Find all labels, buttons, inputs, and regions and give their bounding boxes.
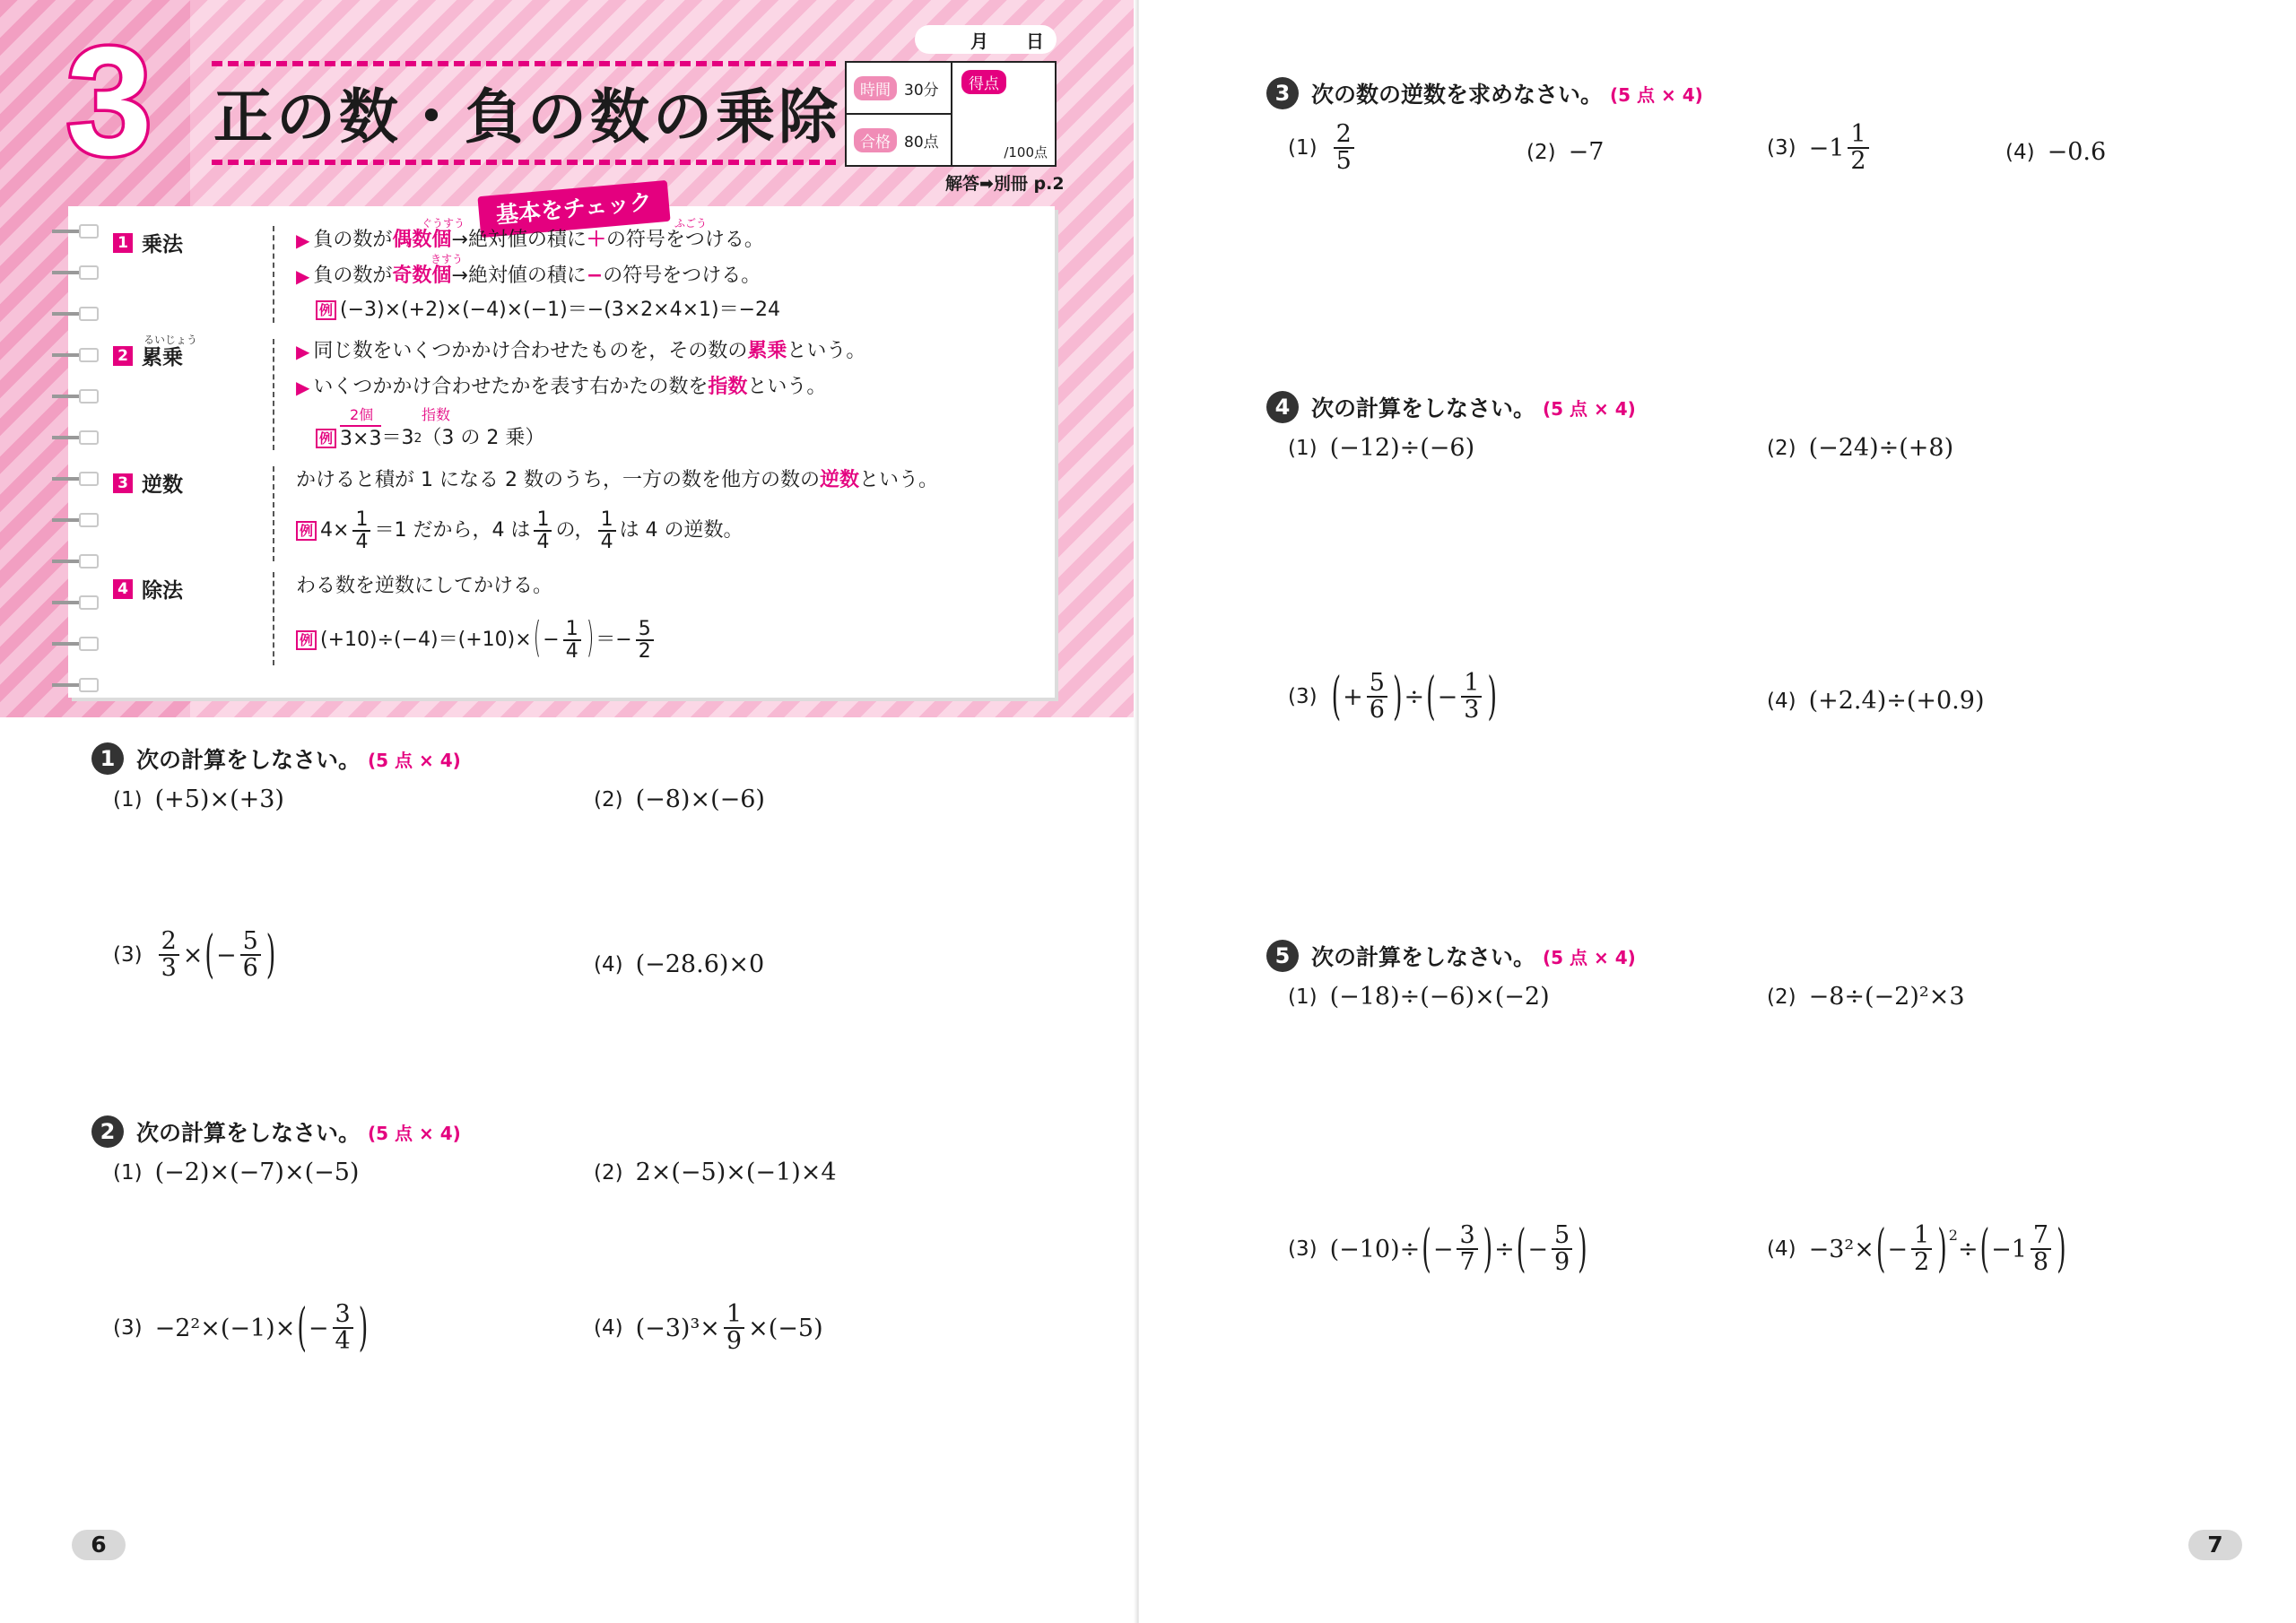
fraction: 1 4: [534, 509, 552, 552]
section-reciprocal: 3 逆数: [113, 468, 183, 498]
score-field[interactable]: 得点 /100点: [952, 63, 1055, 165]
triangle-icon: ▶: [296, 341, 310, 362]
fraction: $\frac{5}{2}$: [636, 619, 654, 662]
problem-5-2: (2) −8÷(−2)²×3: [1767, 983, 1965, 1011]
problem-4-3: (3) ( + $\frac{5}{6}$ ) ÷ ( − $\frac{1}{3}$ ): [1288, 667, 1498, 726]
divider: [273, 226, 274, 323]
fraction: $\frac{1}{4}$: [563, 619, 581, 662]
rule-even: ▶ 負の数が 偶数個 →絶対値の積に ＋ の符号をつける。: [296, 229, 764, 251]
question-5-header: 5 次の計算をしなさい。 (5 点 × 4): [1266, 940, 1636, 972]
problem-1-3: (3) $\frac{2}{3}$ × ( − $\frac{5}{6}$ ): [113, 925, 276, 985]
problem-4-1: (1) (−12)÷(−6): [1288, 434, 1475, 462]
lesson-number: 3: [66, 15, 152, 187]
problem-2-3: (3) −2²×(−1)× ( − $\frac{3}{4}$ ): [113, 1298, 369, 1358]
rule-exponent: ▶ いくつかかけ合わせたかを表す右かたの数を 指数 という。: [296, 376, 827, 398]
divider: [273, 339, 274, 450]
title-dash-bottom: [212, 160, 836, 165]
example-4: 例 (+10)÷(−4)＝(+10)× ( − $\frac{1}{4}$ ) ＝− $\frac{5}{2}$: [296, 619, 657, 662]
title-dash-top: [212, 61, 836, 66]
example-3: 例 4× $\frac{1}{4}$ ＝1 だから，4 は 1 4 の， 1 4 は 4 の逆数。: [296, 509, 744, 552]
problem-1-1: (1) (+5)×(+3): [113, 785, 284, 813]
question-3-header: 3 次の数の逆数を求めなさい。 (5 点 × 4): [1266, 77, 1703, 109]
triangle-icon: ▶: [296, 377, 310, 398]
page-number-right: 7: [2188, 1530, 2242, 1560]
problem-1-2: (2) (−8)×(−6): [594, 785, 765, 813]
problem-5-1: (1) (−18)÷(−6)×(−2): [1288, 983, 1550, 1011]
divider: [273, 466, 274, 561]
rule-division: わる数を逆数にしてかける。: [296, 575, 553, 597]
question-1-header: 1 次の計算をしなさい。 (5 点 × 4): [91, 742, 461, 775]
triangle-icon: ▶: [296, 265, 310, 287]
problem-2-4: (4) (−3)³× $\frac{1}{9}$ ×(−5): [594, 1300, 823, 1356]
problem-5-3: (3) (−10)÷ ( − $\frac{3}{7}$ ) ÷ ( − $\frac{5}{9}$ ): [1288, 1219, 1587, 1279]
problem-3-1: (1) 2 5: [1288, 122, 1358, 175]
problem-4-4: (4) (+2.4)÷(+0.9): [1767, 687, 1985, 715]
triangle-icon: ▶: [296, 230, 310, 251]
right-page: [1139, 0, 2296, 1623]
date-field[interactable]: 月 日: [915, 25, 1057, 54]
time-row: 時間 30分: [847, 63, 951, 115]
notebook-rings: [52, 215, 100, 699]
problem-5-4: (4) −3²× ( − $\frac{1}{2}$ ) $^2$ ÷ ( −1 7 8 ): [1767, 1219, 2066, 1279]
answer-reference: 解答➡別冊 p.2: [945, 174, 1065, 194]
problem-2-2: (2) 2×(−5)×(−1)×4: [594, 1159, 837, 1186]
page-title: 正の数・負の数の乗除: [213, 82, 841, 152]
example-1: 例 (−3)×(+2)×(−4)×(−1)＝−(3×2×4×1)＝−24: [316, 298, 780, 323]
fraction: $\frac{1}{4}$: [352, 509, 370, 552]
section-multiplication: 1 乗法: [113, 228, 183, 257]
left-page: 3 正の数・負の数の乗除 月 日 時間 30分 合格 80点 得点 /100点 解答➡別冊 p.2 基本をチェック 1 乗法 ぐうすう ふごう ▶ 負の数が 偶数個 →絶対値の積に ＋ の符号をつける。 きすう ▶ 負の数が 奇数個 →絶対値の積に − の符号をつける。 例 (−3)×(+2)×(−4)×(−1)＝−(3×2×4×1)＝−24 るいじょう 2 累乗 ▶ 同じ数をいくつかかけ合わせたものを，その数の 累乗 という。 ▶ いくつかかけ合わせたかを表す右かたの数を 指数 という。 2個 指数 例 3×3 ＝3 2 （3 の 2 乗） 3 逆数 かけると積が 1 になる 2 数のうち，一方の数を他方の数の 逆数 という。 例 4× $\frac{1}{4}$ ＝1 だから，4 は 1 4 の， 1 4 は 4 の逆数。 4 除法 わる数を逆数にしてかける。 例 (+10)÷(−4)＝(+10)× ( − $\frac{1}{4}$ ) ＝− $\frac{5}{2}$ 1 次の計算をしなさい。 (5 点 × 4) (1) (+5)×(+3) (2) (−8)×(−6) (3) $\frac{2}{3}$ × ( − $\frac{5}{6}$ ) (4) (−28.6)×0 2 次の計算をしなさい。 (5 点 × 4) (1) (−2)×(−7)×(−5) (2) 2×(−5)×(−1)×4 (3) −2²×(−1)× ( − $\frac{3}{4}$ ) (4) (−3)³× $\frac{1}{9}$ ×(−5) 6: [0, 0, 1137, 1623]
problem-3-2: (2) −7: [1526, 138, 1605, 166]
question-2-header: 2 次の計算をしなさい。 (5 点 × 4): [91, 1115, 461, 1148]
problem-3-3: (3) −1 1 2: [1767, 122, 1873, 175]
question-4-header: 4 次の計算をしなさい。 (5 点 × 4): [1266, 391, 1636, 423]
pass-row: 合格 80点: [847, 115, 951, 165]
section-division: 4 除法: [113, 574, 183, 603]
score-box: [845, 61, 1057, 167]
divider: [273, 572, 274, 665]
rule-power: ▶ 同じ数をいくつかかけ合わせたものを，その数の 累乗 という。: [296, 340, 866, 362]
page-number-left: 6: [72, 1530, 126, 1560]
problem-3-4: (4) −0.6: [2005, 138, 2107, 166]
fraction: 1 4: [598, 509, 616, 552]
example-2: 例 3×3 ＝3 2 （3 の 2 乗）: [316, 425, 544, 452]
rule-odd: ▶ 負の数が 奇数個 →絶対値の積に − の符号をつける。: [296, 265, 761, 287]
rule-reciprocal: かけると積が 1 になる 2 数のうち，一方の数を他方の数の 逆数 という。: [296, 469, 938, 491]
problem-1-4: (4) (−28.6)×0: [594, 950, 765, 978]
check-tab: 基本をチェック: [477, 180, 670, 238]
problem-2-1: (1) (−2)×(−7)×(−5): [113, 1159, 360, 1186]
problem-4-2: (2) (−24)÷(+8): [1767, 434, 1954, 462]
section-powers: 2 累乗: [113, 341, 183, 370]
